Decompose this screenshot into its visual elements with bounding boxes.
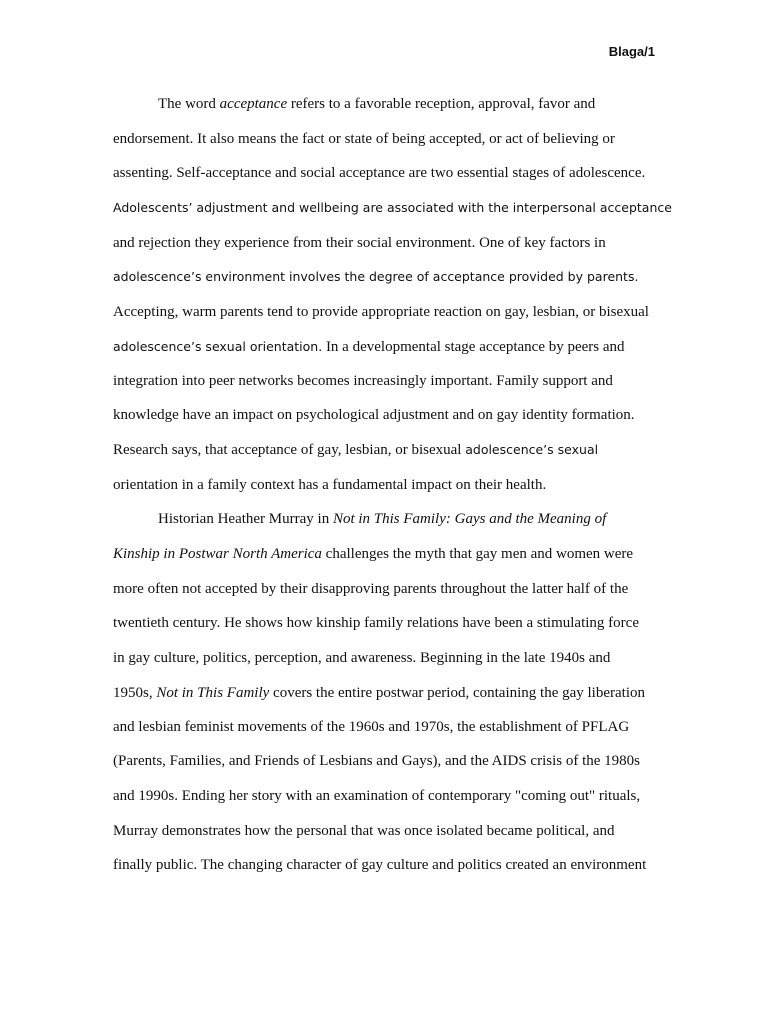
text-segment: and 1990s. Ending her story with an examination of contemporary "coming out" rituals,	[113, 788, 641, 804]
text-segment: challenges the myth that gay men and women were	[321, 546, 634, 562]
text-line	[158, 510, 606, 528]
text-segment: more often not accepted by their disapproving parents throughout the latter half of the	[113, 581, 629, 597]
text-line	[113, 684, 645, 702]
text-line	[113, 545, 633, 563]
text-segment: Historian Heather Murray in	[158, 511, 333, 527]
text-line	[113, 718, 629, 736]
italic-text: Not in This Family	[156, 685, 270, 701]
text-segment: Research says, that acceptance of gay, lesbian, or bisexual	[113, 442, 466, 458]
text-segment: finally public. The changing character of gay culture and politics created an environment	[113, 857, 647, 873]
text-line	[113, 303, 649, 321]
text-segment: orientation in a family context has a fundamental impact on their health.	[113, 477, 547, 493]
text-segment: Murray demonstrates how the personal that was once isolated became political, and	[113, 823, 615, 839]
text-segment: endorsement. It also means the fact or state of being accepted, or act of believing or	[113, 131, 615, 147]
text-line	[113, 199, 672, 217]
text-line	[113, 856, 646, 874]
text-segment: integration into peer networks becomes increasingly important. Family support and	[113, 373, 613, 389]
italic-text: Kinship in Postwar North America	[113, 546, 322, 562]
text-segment: twentieth century. He shows how kinship family relations have been a stimulating force	[113, 615, 639, 631]
text-line	[113, 164, 645, 182]
text-segment: and lesbian feminist movements of the 1960s and 1970s, the establishment of PFLAG	[113, 719, 630, 735]
text-line	[113, 822, 615, 840]
text-segment: knowledge have an impact on psychological adjustment and on gay identity formation.	[113, 407, 635, 423]
text-segment: and rejection they experience from their social environment. One of key factors in	[113, 235, 606, 251]
text-line	[113, 787, 640, 805]
text-line	[113, 406, 635, 424]
italic-text: Not in This Family: Gays and the Meaning of	[332, 511, 607, 527]
text-segment: adolescence’s environment involves the degree of acceptance provided by parents.	[113, 269, 639, 284]
text-segment: assenting. Self-acceptance and social acceptance are two essential stages of adolescence.	[113, 165, 646, 181]
text-line	[113, 476, 546, 494]
text-line	[113, 372, 613, 390]
page-header-label: Blaga/1	[608, 44, 655, 59]
text-segment: in gay culture, politics, perception, and awareness. Beginning in the late 1940s and	[113, 650, 611, 666]
italic-text: acceptance	[219, 96, 288, 112]
text-line	[113, 234, 606, 252]
text-segment: refers to a favorable reception, approval, favor and	[287, 96, 596, 112]
text-segment: Adolescents’ adjustment and wellbeing are associated with the interpersonal acceptance	[113, 200, 672, 215]
text-segment: (Parents, Families, and Friends of Lesbians and Gays), and the AIDS crisis of the 1980s	[113, 753, 640, 769]
text-line	[113, 614, 639, 632]
text-segment: adolescence’s sexual	[465, 442, 599, 457]
text-segment: In a developmental stage acceptance by peers and	[322, 339, 625, 355]
text-line	[113, 752, 640, 770]
text-segment: Accepting, warm parents tend to provide appropriate reaction on gay, lesbian, or bisexual	[113, 304, 649, 320]
text-line	[158, 95, 595, 113]
text-line	[113, 580, 628, 598]
text-segment: The word	[158, 96, 220, 112]
text-segment: covers the entire postwar period, containing the gay liberation	[269, 685, 645, 701]
text-line	[113, 338, 625, 356]
text-line	[113, 649, 610, 667]
text-line	[113, 268, 638, 286]
text-segment: adolescence’s sexual orientation.	[113, 339, 323, 354]
text-segment: 1950s,	[113, 685, 157, 701]
text-line	[113, 441, 598, 459]
text-line	[113, 130, 615, 148]
